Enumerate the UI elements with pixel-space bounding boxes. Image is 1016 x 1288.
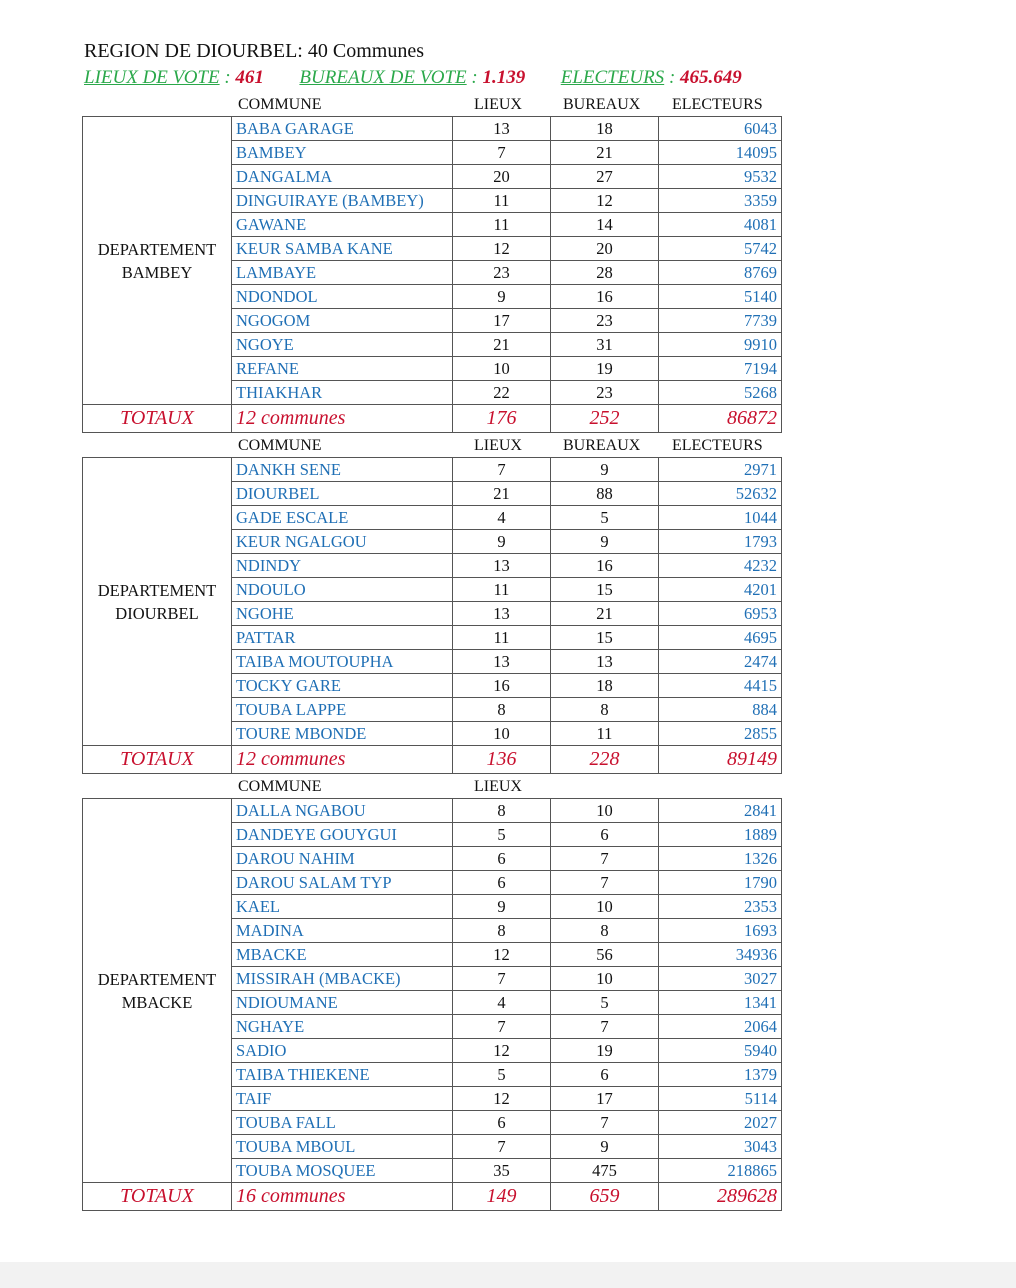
commune-cell: GADE ESCALE: [232, 506, 453, 530]
lieux-cell: 12: [453, 237, 551, 261]
department-name: DEPARTEMENT BAMBEY: [83, 117, 232, 405]
electeurs-cell: 1379: [659, 1063, 782, 1087]
header-lieux: LIEUX: [474, 778, 522, 795]
bureaux-cell: 10: [551, 967, 659, 991]
lieux-cell: 21: [453, 482, 551, 506]
lieux-cell: 9: [453, 895, 551, 919]
bureaux-cell: 18: [551, 117, 659, 141]
electeurs-cell: 7739: [659, 309, 782, 333]
bureaux-de-vote-label: BUREAUX DE VOTE: [299, 67, 467, 88]
lieux-de-vote-value: 461: [235, 67, 264, 88]
bureaux-cell: 9: [551, 530, 659, 554]
commune-cell: NDOULO: [232, 578, 453, 602]
commune-cell: MISSIRAH (MBACKE): [232, 967, 453, 991]
lieux-cell: 16: [453, 674, 551, 698]
electeurs-cell: 3027: [659, 967, 782, 991]
electeurs-cell: 9910: [659, 333, 782, 357]
bureaux-de-vote-value: 1.139: [482, 67, 526, 88]
commune-cell: KAEL: [232, 895, 453, 919]
column-header-row: [0, 94, 1016, 116]
electeurs-cell: 6953: [659, 602, 782, 626]
totals-label: TOTAUX: [83, 1183, 232, 1211]
commune-cell: GAWANE: [232, 213, 453, 237]
header-commune: COMMUNE: [238, 778, 322, 795]
commune-cell: NGOYE: [232, 333, 453, 357]
lieux-cell: 7: [453, 141, 551, 165]
header-lieux: LIEUX: [474, 437, 522, 454]
lieux-cell: 7: [453, 458, 551, 482]
electeurs-cell: 3359: [659, 189, 782, 213]
bureaux-cell: 12: [551, 189, 659, 213]
department-name: DEPARTEMENT DIOURBEL: [83, 458, 232, 746]
bureaux-cell: 6: [551, 1063, 659, 1087]
electeurs-cell: 1889: [659, 823, 782, 847]
lieux-cell: 10: [453, 722, 551, 746]
lieux-cell: 9: [453, 285, 551, 309]
electeurs-cell: 4201: [659, 578, 782, 602]
totals-bureaux: 659: [551, 1183, 659, 1211]
lieux-cell: 12: [453, 943, 551, 967]
totals-lieux: 136: [453, 746, 551, 774]
electeurs-cell: 8769: [659, 261, 782, 285]
commune-cell: NGOGOM: [232, 309, 453, 333]
commune-cell: PATTAR: [232, 626, 453, 650]
bureaux-cell: 16: [551, 554, 659, 578]
bureaux-cell: 23: [551, 309, 659, 333]
electeurs-cell: 52632: [659, 482, 782, 506]
electeurs-cell: 9532: [659, 165, 782, 189]
commune-cell: DAROU NAHIM: [232, 847, 453, 871]
commune-cell: NDINDY: [232, 554, 453, 578]
region-title: REGION DE DIOURBEL: 40 Communes: [84, 40, 424, 62]
electeurs-cell: 3043: [659, 1135, 782, 1159]
lieux-cell: 5: [453, 1063, 551, 1087]
commune-cell: KEUR NGALGOU: [232, 530, 453, 554]
commune-cell: KEUR SAMBA KANE: [232, 237, 453, 261]
electeurs-cell: 2064: [659, 1015, 782, 1039]
lieux-cell: 11: [453, 578, 551, 602]
electeurs-cell: 2855: [659, 722, 782, 746]
lieux-cell: 5: [453, 823, 551, 847]
lieux-cell: 20: [453, 165, 551, 189]
commune-cell: TOUBA LAPPE: [232, 698, 453, 722]
electeurs-cell: 1693: [659, 919, 782, 943]
lieux-cell: 4: [453, 991, 551, 1015]
commune-cell: NDIOUMANE: [232, 991, 453, 1015]
bureaux-cell: 21: [551, 602, 659, 626]
electeurs-cell: 2353: [659, 895, 782, 919]
lieux-cell: 12: [453, 1087, 551, 1111]
electeurs-cell: 2474: [659, 650, 782, 674]
lieux-cell: 13: [453, 554, 551, 578]
electeurs-cell: 4695: [659, 626, 782, 650]
electeurs-cell: 1341: [659, 991, 782, 1015]
lieux-cell: 8: [453, 919, 551, 943]
lieux-cell: 8: [453, 799, 551, 823]
bureaux-cell: 23: [551, 381, 659, 405]
totals-bureaux: 252: [551, 405, 659, 433]
lieux-cell: 35: [453, 1159, 551, 1183]
lieux-cell: 17: [453, 309, 551, 333]
bureaux-cell: 88: [551, 482, 659, 506]
bureaux-cell: 21: [551, 141, 659, 165]
commune-cell: NGHAYE: [232, 1015, 453, 1039]
bureaux-cell: 16: [551, 285, 659, 309]
commune-cell: TOUBA FALL: [232, 1111, 453, 1135]
lieux-cell: 4: [453, 506, 551, 530]
electeurs-cell: 34936: [659, 943, 782, 967]
bureaux-cell: 9: [551, 1135, 659, 1159]
page-bottom-margin: [0, 1262, 1016, 1288]
totals-lieux: 176: [453, 405, 551, 433]
lieux-cell: 12: [453, 1039, 551, 1063]
commune-cell: TOUBA MOSQUEE: [232, 1159, 453, 1183]
bureaux-cell: 13: [551, 650, 659, 674]
bureaux-cell: 5: [551, 991, 659, 1015]
commune-cell: NDONDOL: [232, 285, 453, 309]
column-header-row: [0, 435, 1016, 457]
commune-cell: LAMBAYE: [232, 261, 453, 285]
electeurs-cell: 4415: [659, 674, 782, 698]
electeurs-cell: 2971: [659, 458, 782, 482]
commune-cell: THIAKHAR: [232, 381, 453, 405]
department-name: DEPARTEMENT MBACKE: [83, 799, 232, 1183]
commune-cell: DAROU SALAM TYP: [232, 871, 453, 895]
commune-cell: DIOURBEL: [232, 482, 453, 506]
bureaux-cell: 20: [551, 237, 659, 261]
commune-cell: DINGUIRAYE (BAMBEY): [232, 189, 453, 213]
lieux-cell: 7: [453, 967, 551, 991]
lieux-cell: 23: [453, 261, 551, 285]
bureaux-cell: 19: [551, 357, 659, 381]
lieux-cell: 13: [453, 602, 551, 626]
commune-cell: DANGALMA: [232, 165, 453, 189]
bureaux-cell: 6: [551, 823, 659, 847]
electeurs-cell: 5114: [659, 1087, 782, 1111]
bureaux-cell: 18: [551, 674, 659, 698]
totals-label: TOTAUX: [83, 405, 232, 433]
bureaux-cell: 475: [551, 1159, 659, 1183]
commune-cell: MBACKE: [232, 943, 453, 967]
lieux-cell: 11: [453, 213, 551, 237]
electeurs-cell: 2841: [659, 799, 782, 823]
bureaux-cell: 14: [551, 213, 659, 237]
bureaux-cell: 19: [551, 1039, 659, 1063]
totals-electeurs: 89149: [659, 746, 782, 774]
electeurs-cell: 4081: [659, 213, 782, 237]
lieux-cell: 6: [453, 1111, 551, 1135]
bureaux-cell: 17: [551, 1087, 659, 1111]
bureaux-cell: 15: [551, 626, 659, 650]
bureaux-cell: 11: [551, 722, 659, 746]
commune-cell: DANKH SENE: [232, 458, 453, 482]
bureaux-cell: 56: [551, 943, 659, 967]
lieux-de-vote-label: LIEUX DE VOTE: [84, 67, 220, 88]
electeurs-cell: 6043: [659, 117, 782, 141]
commune-cell: TOURE MBONDE: [232, 722, 453, 746]
region-summary: [84, 66, 742, 90]
electeurs-cell: 218865: [659, 1159, 782, 1183]
lieux-cell: 11: [453, 189, 551, 213]
electeurs-label: ELECTEURS: [560, 67, 665, 88]
commune-cell: TAIBA THIEKENE: [232, 1063, 453, 1087]
bureaux-cell: 8: [551, 919, 659, 943]
electeurs-cell: 7194: [659, 357, 782, 381]
totals-row: [83, 746, 782, 774]
bureaux-cell: 27: [551, 165, 659, 189]
lieux-cell: 6: [453, 847, 551, 871]
header-electeurs: ELECTEURS: [672, 437, 763, 454]
totals-row: [83, 1183, 782, 1211]
header-commune: COMMUNE: [238, 96, 322, 113]
header-bureaux: BUREAUX: [563, 437, 641, 454]
totals-electeurs: 289628: [659, 1183, 782, 1211]
column-header-row: [0, 776, 1016, 798]
commune-cell: TAIBA MOUTOUPHA: [232, 650, 453, 674]
electeurs-cell: 1326: [659, 847, 782, 871]
bureaux-cell: 7: [551, 871, 659, 895]
lieux-cell: 7: [453, 1135, 551, 1159]
bureaux-cell: 7: [551, 847, 659, 871]
table-row: [83, 458, 782, 482]
commune-cell: SADIO: [232, 1039, 453, 1063]
commune-cell: MADINA: [232, 919, 453, 943]
bureaux-cell: 28: [551, 261, 659, 285]
commune-cell: BABA GARAGE: [232, 117, 453, 141]
lieux-cell: 11: [453, 626, 551, 650]
header-bureaux: BUREAUX: [563, 96, 641, 113]
bureaux-cell: 7: [551, 1015, 659, 1039]
lieux-separator: :: [219, 67, 236, 88]
totals-label: TOTAUX: [83, 746, 232, 774]
lieux-cell: 6: [453, 871, 551, 895]
bureaux-cell: 5: [551, 506, 659, 530]
commune-cell: DALLA NGABOU: [232, 799, 453, 823]
totals-communes: 16 communes: [232, 1183, 453, 1211]
electeurs-cell: 14095: [659, 141, 782, 165]
commune-cell: NGOHE: [232, 602, 453, 626]
electeurs-cell: 5742: [659, 237, 782, 261]
bureaux-cell: 9: [551, 458, 659, 482]
bureaux-cell: 8: [551, 698, 659, 722]
bureaux-cell: 10: [551, 895, 659, 919]
totals-communes: 12 communes: [232, 746, 453, 774]
electeurs-cell: 1044: [659, 506, 782, 530]
department-table: [82, 798, 782, 1211]
lieux-cell: 8: [453, 698, 551, 722]
electeurs-cell: 2027: [659, 1111, 782, 1135]
electeurs-cell: 5268: [659, 381, 782, 405]
commune-cell: DANDEYE GOUYGUI: [232, 823, 453, 847]
table-row: [83, 117, 782, 141]
bureaux-separator: :: [466, 67, 483, 88]
lieux-cell: 9: [453, 530, 551, 554]
electeurs-cell: 4232: [659, 554, 782, 578]
electeurs-cell: 1793: [659, 530, 782, 554]
lieux-cell: 10: [453, 357, 551, 381]
totals-row: [83, 405, 782, 433]
bureaux-cell: 7: [551, 1111, 659, 1135]
bureaux-cell: 15: [551, 578, 659, 602]
electeurs-cell: 884: [659, 698, 782, 722]
electeurs-cell: 5940: [659, 1039, 782, 1063]
department-table: [82, 457, 782, 774]
lieux-cell: 7: [453, 1015, 551, 1039]
lieux-cell: 13: [453, 117, 551, 141]
table-row: [83, 799, 782, 823]
bureaux-cell: 10: [551, 799, 659, 823]
totals-electeurs: 86872: [659, 405, 782, 433]
lieux-cell: 22: [453, 381, 551, 405]
commune-cell: BAMBEY: [232, 141, 453, 165]
lieux-cell: 21: [453, 333, 551, 357]
commune-cell: TOUBA MBOUL: [232, 1135, 453, 1159]
header-lieux: LIEUX: [474, 96, 522, 113]
header-commune: COMMUNE: [238, 437, 322, 454]
electeurs-cell: 5140: [659, 285, 782, 309]
lieux-cell: 13: [453, 650, 551, 674]
totals-lieux: 149: [453, 1183, 551, 1211]
bureaux-cell: 31: [551, 333, 659, 357]
header-electeurs: ELECTEURS: [672, 96, 763, 113]
commune-cell: TOCKY GARE: [232, 674, 453, 698]
electeurs-value: 465.649: [680, 67, 742, 88]
totals-bureaux: 228: [551, 746, 659, 774]
commune-cell: REFANE: [232, 357, 453, 381]
commune-cell: TAIF: [232, 1087, 453, 1111]
totals-communes: 12 communes: [232, 405, 453, 433]
electeurs-separator: :: [664, 67, 681, 88]
electeurs-cell: 1790: [659, 871, 782, 895]
department-table: [82, 116, 782, 433]
